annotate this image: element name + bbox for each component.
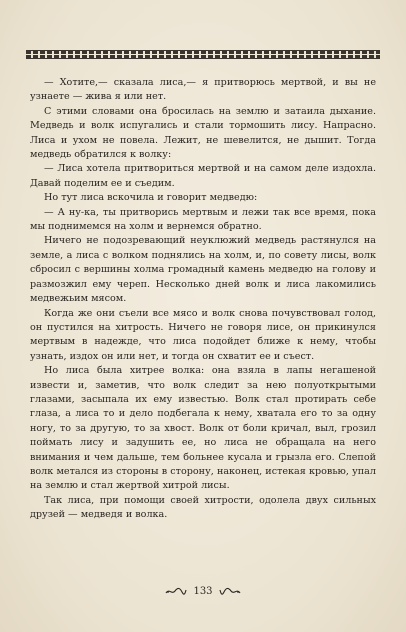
paragraph: Так лиса, при помощи своей хитрости, одолела двух сильных друзей — медведя и волка. (30, 494, 376, 521)
paragraph: Когда же они съели все мясо и волк снова почувствовал голод, он пустился на хитрость. Ничего не говоря лисе, он прикинулся мертвым в надежде, что лиса подойдет ближе к нему, чтобы узнать, издох он или нет, и тогда он схватит ее и съест. (30, 307, 376, 362)
paragraph: С этими словами она бросилась на землю и затаила дыхание. Медведь и волк испугались и стали тормошить лису. Напрасно. Лиса и ухом не повела. Лежит, не шевелится, не дышит. Тогда медведь обратился к волку: (30, 105, 376, 161)
paragraph: — Лиса хотела притвориться мертвой и на самом деле издохла. Давай поделим ее и съедим. (30, 163, 376, 189)
paragraph: — Хотите,— сказала лиса,— я притворюсь мертвой, и вы не узнаете — жива я или нет. (30, 77, 376, 103)
page-number: 133 (193, 586, 213, 597)
paragraph: Но лиса была хитрее волка: она взяла в лапы негашеной извести и, заметив, что волк следит за нею полуоткрытыми глазами, засыпала их ему известью. Волк стал протирать себе глаза, а лиса то и дело подбегала к нему, хватала его то за одну ногу, то за другую, то за хвост. Волк от боли кричал, выл, грозил поймать лису и задушить ее, но лиса не обращала на него внимания и чем дальше, тем больнее кусала и грызла его. Слепой волк метался из стороны в сторону, наконец, истекая кровью, упал на землю и стал жертвой хитрой лисы. (30, 365, 376, 492)
paragraph: Ничего не подозревающий неуклюжий медведь растянулся на земле, а лиса с волком поднялись на холм, и, по совету лисы, волк сбросил с вершины холма громадный камень медведю на голову и размозжил ему череп. Несколько дней волк и лиса лакомились медвежьим мясом. (30, 235, 376, 305)
paragraph: — А ну-ка, ты притворись мертвым и лежи так все время, пока мы поднимемся на холм и вернемся обратно. (30, 206, 376, 233)
right-flourish-icon (219, 587, 241, 596)
paragraph: Но тут лиса вскочила и говорит медведю: (44, 192, 258, 204)
page-footer (0, 586, 406, 597)
body-text (30, 76, 376, 523)
decorative-header-border (26, 50, 380, 59)
left-flourish-icon (165, 587, 187, 596)
